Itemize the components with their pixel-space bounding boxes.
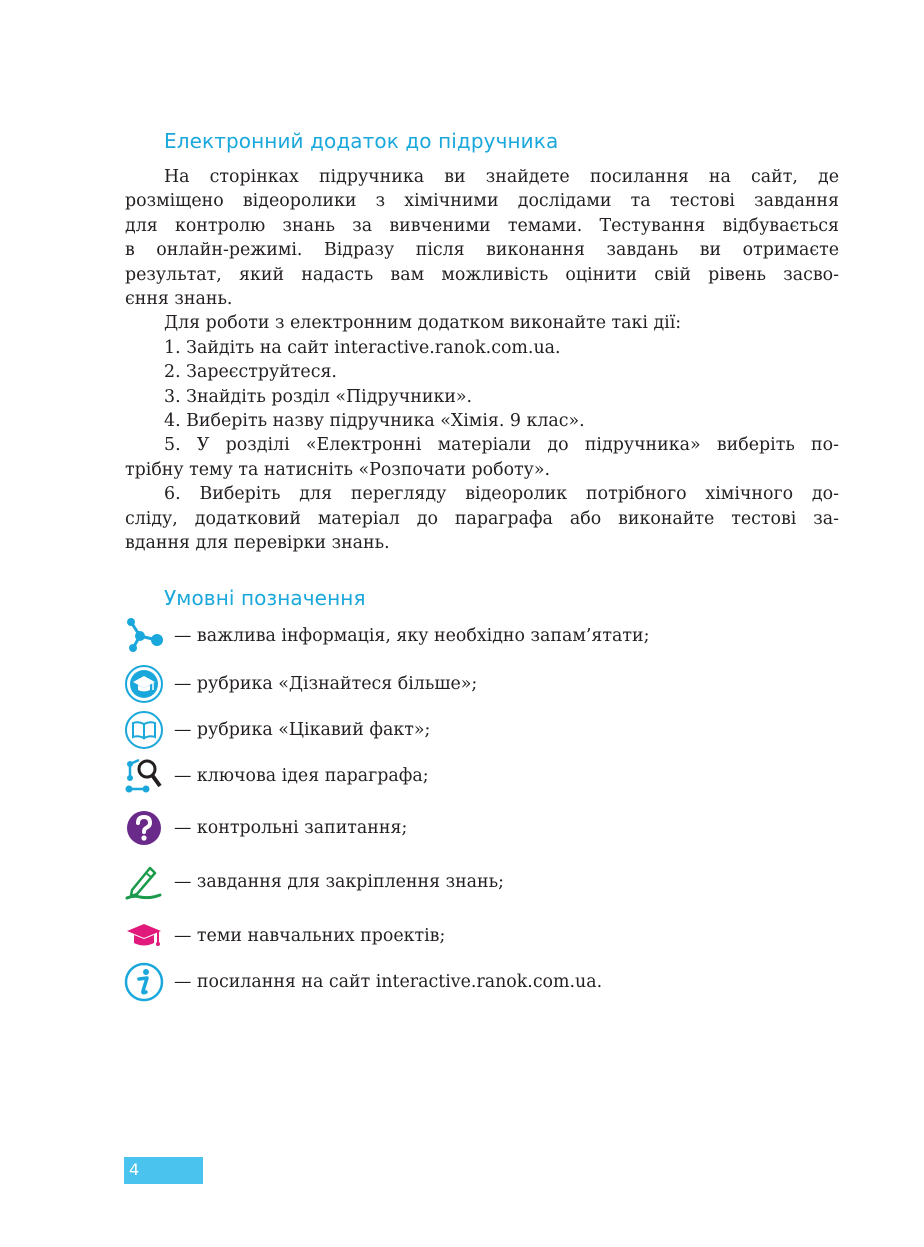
legend-item-projects [124, 916, 445, 956]
magnifier-molecule-icon [124, 756, 164, 796]
legend-text: — важлива інформація, яку необхідно запам’ятати; [174, 626, 650, 646]
step-5-line: трібну тему та натисніть «Розпочати роботу». [125, 459, 551, 480]
legend-text: — рубрика «Дізнайтеся більше»; [174, 674, 478, 694]
page-number-tab [124, 1157, 203, 1184]
instructions-intro: Для роботи з електронним додатком виконайте такі дії: [164, 313, 682, 334]
step-1: 1. Зайдіть на сайт interactive.ranok.com.ua. [164, 337, 561, 358]
legend-item-learn-more [124, 664, 477, 704]
legend-text: — контрольні запитання; [174, 818, 408, 838]
legend-text: — посилання на сайт interactive.ranok.com.ua. [174, 972, 603, 992]
legend-item-interesting-fact [124, 710, 430, 750]
molecule-icon [124, 616, 164, 656]
graduation-cap-circle-icon [124, 664, 164, 704]
paragraph-line: результат, який надасть вам можливість оцінити свій рівень засво- [125, 264, 839, 285]
section-title-electronic-supplement: Електронний додаток до підручника [164, 129, 559, 153]
electronic-supplement-text [125, 165, 839, 556]
legend-text: — рубрика «Цікавий факт»; [174, 720, 431, 740]
graduation-cap-icon [124, 916, 164, 956]
legend-item-key-idea [124, 756, 429, 796]
legend-item-control-questions [124, 808, 407, 848]
pencil-icon [124, 862, 164, 902]
step-5-line: 5. У розділі «Електронні матеріали до підручника» виберіть по- [164, 435, 839, 456]
step-2: 2. Зареєструйтеся. [164, 362, 337, 383]
paragraph-line: На сторінках підручника ви знайдете посилання на сайт, де [164, 167, 839, 187]
step-6-line: вдання для перевірки знань. [125, 533, 390, 554]
question-circle-icon [124, 808, 164, 848]
paragraph-line: розміщено відеоролики з хімічними дослідами та тестові завдання [125, 191, 839, 212]
legend-item-tasks [124, 862, 504, 902]
open-book-circle-icon [124, 710, 164, 750]
legend-text: — теми навчальних проектів; [174, 926, 446, 946]
legend-item-website-link [124, 962, 602, 1002]
paragraph-line: для контролю знань за вивченими темами. Тестування відбувається [125, 215, 839, 236]
info-icon [124, 962, 164, 1002]
step-3: 3. Знайдіть розділ «Підручники». [164, 386, 473, 407]
section-title-legend: Умовні позначення [164, 586, 366, 610]
step-4: 4. Виберіть назву підручника «Хімія. 9 клас». [164, 411, 585, 432]
paragraph-line: в онлайн-режимі. Відразу після виконання завдань ви отримаєте [125, 240, 839, 261]
page-number: 4 [129, 1160, 140, 1179]
legend-text: — ключова ідея параграфа; [174, 766, 429, 786]
legend-text: — завдання для закріплення знань; [174, 872, 504, 892]
step-6-line: 6. Виберіть для перегляду відеоролик потрібного хімічного до- [164, 484, 839, 505]
paragraph-line: єння знань. [125, 289, 233, 310]
legend-item-important-info [124, 616, 649, 656]
step-6-line: сліду, додатковий матеріал до параграфа або виконайте тестові за- [125, 508, 839, 529]
